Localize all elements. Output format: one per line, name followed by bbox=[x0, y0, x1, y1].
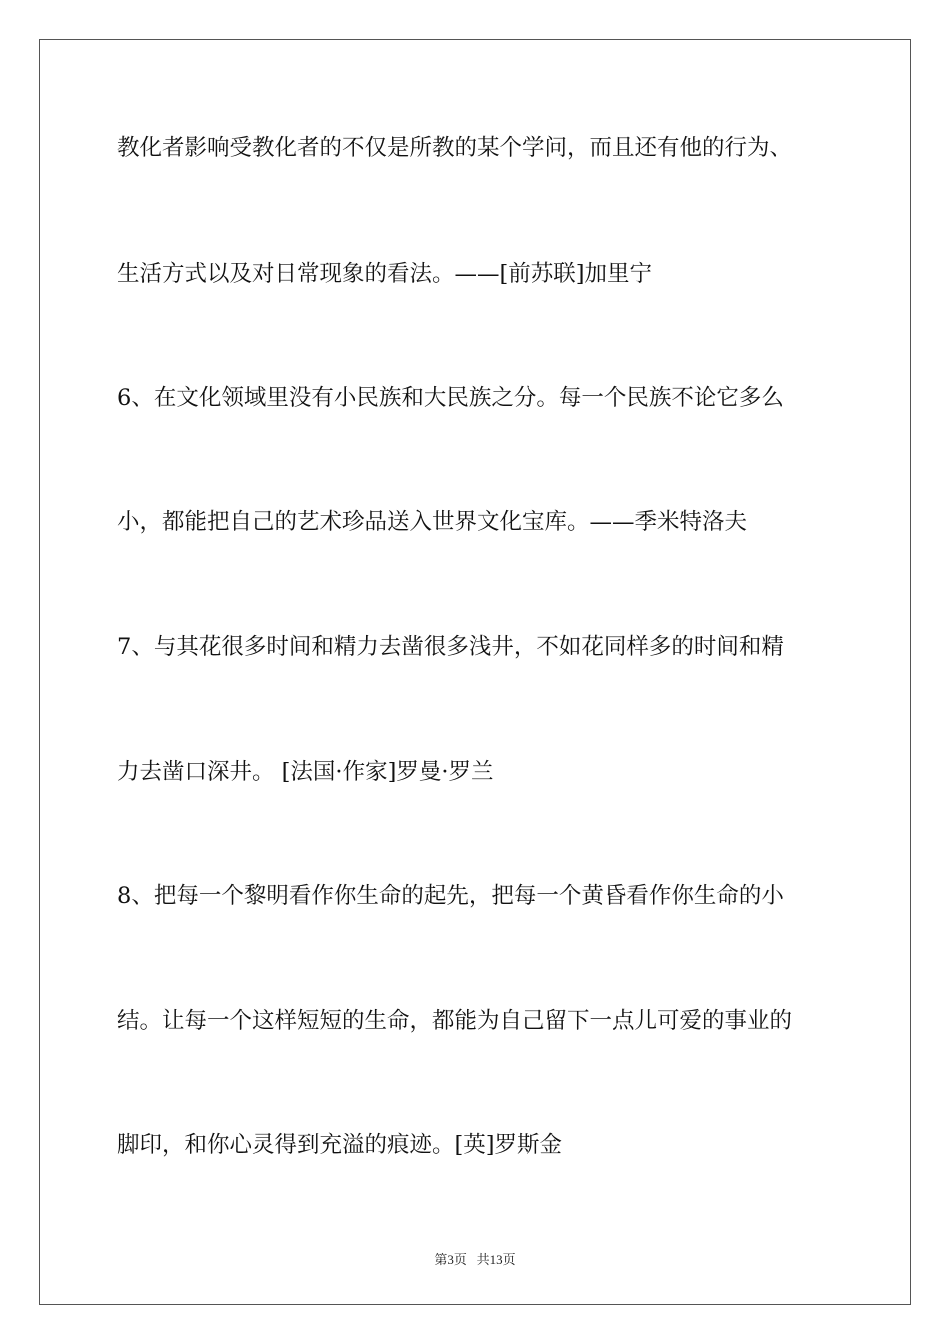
body-text-line: 小，都能把自己的艺术珍品送入世界文化宝库。——季米特洛夫 bbox=[117, 509, 748, 535]
body-text-line: 7、与其花很多时间和精力去凿很多浅井，不如花同样多的时间和精 bbox=[117, 634, 784, 660]
body-text-line: 力去凿口深井。 [法国·作家]罗曼·罗兰 bbox=[117, 759, 494, 785]
page-footer: 第3页 共13页 bbox=[434, 1252, 516, 1267]
body-text-line: 生活方式以及对日常现象的看法。——[前苏联]加里宁 bbox=[117, 261, 653, 287]
page-frame bbox=[39, 39, 911, 1305]
body-text-line: 结。让每一个这样短短的生命，都能为自己留下一点儿可爱的事业的 bbox=[117, 1008, 793, 1034]
body-text-line: 6、在文化领域里没有小民族和大民族之分。每一个民族不论它多么 bbox=[117, 385, 784, 411]
body-text-line: 8、把每一个黎明看作你生命的起先，把每一个黄昏看作你生命的小 bbox=[117, 883, 784, 909]
body-text-line: 脚印，和你心灵得到充溢的痕迹。[英]罗斯金 bbox=[117, 1132, 563, 1158]
body-text-line: 教化者影响受教化者的不仅是所教的某个学问，而且还有他的行为、 bbox=[117, 135, 793, 161]
